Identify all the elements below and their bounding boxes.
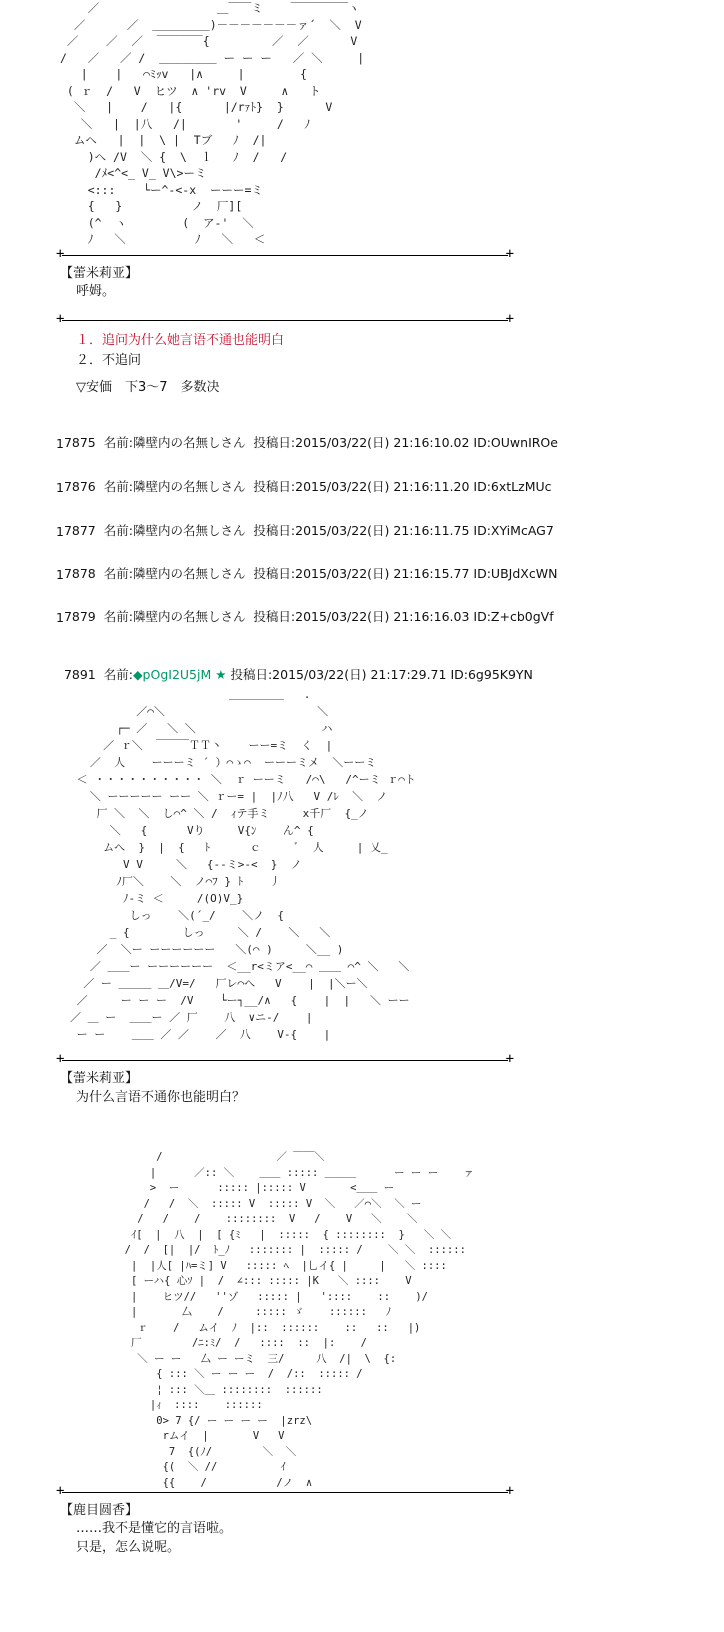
post-body: 1 bbox=[56, 610, 64, 625]
post-header: 7877 名前:隣壁内の名無しさん 投稿日:2015/03/22(日) 21:16:11.75 ID:XYiMcAG7 bbox=[63, 523, 554, 538]
post-body: 1 bbox=[56, 524, 64, 539]
ascii-art-madoka: / ／ ￣￣＼ | ／:: ＼ ＿＿ ::::: ＿＿＿ ー ー ー ァ > ー ::::: |::::: V <＿＿ ー / / ＼ ::::: V ::::: V ＼ ／⌒＼ ＼ ー / / / :::::::: V / V ＼ ＼ ｲ[ | 八 | [ {ﾐ | ::::: { :::::::: } ＼ ＼ / / [| |/ ﾄ_ﾉ ::::::: | ::::: / ＼ ＼ :::::: | |人[ |ﾊ=ミ] V ::::: ﾍ |乚イ{ | | ＼ :::: [ ーハ{ 心ｿ | / ∠::: ::::: |K ＼ :::: V | ヒツ// ''ゾ ::::: | ':::: :: )/ | 厶 / ::::: ゞ :::::: ﾉ ｒ / ムイ ﾉ |:: :::::: :: :: |) 厂 /ﾆ:ﾐ/ / :::: :: |: / ＼ ー ー 厶 ー ーミ 三/ 八 /| \ {: { ::: ＼ ー ー ー / /:: ::::: / ¦ ::: ＼＿ :::::::: :::::: |ｨ :::: :::::: 0> 7 {/ ー ー ー ー |zrz\ rムイ | V V 7 {(ﾉ/ ＼ ＼ {( ＼ // ｲ {{ / /ノ ∧ bbox=[124, 1151, 475, 1489]
dialogue-line: 只是，怎么说呢。 bbox=[76, 1540, 181, 1555]
choice-1: １．追问为什么她言语不通也能明白 bbox=[76, 333, 285, 348]
ascii-art-remilia-1: ／ ＿￣￣ミ ￣￣￣￣￣ヽ ／ ／ ＿＿＿＿＿)－－－－－－－ァ´ ＼ V ／ ／ ／ ￣￣￣￣{ ／ ／ V / ／ ／ / ＿＿＿＿＿ ー ー ー ／ ＼ | | | ⌒ﾐｯv |∧ | { ( ｒ / V ヒツ ∧ 'rv V ∧ ト ＼ | / |{ |/rｧﾄ} } V ＼ | |八 /| ' / ﾉ ムへ | | \ | Tブ ﾉ /| )へ /V ＼ { \ ｌ ﾉ / / /ﾒ<^<_ V_ V\>ーミ <::: └ー^-<-x ーーー=ミ { } ノ 厂][ (^ ヽ ( ア-' ＼ ﾉ ＼ ﾉ ＼ ＜ bbox=[60, 1, 365, 246]
speaker-madoka: 【鹿目圆香】 bbox=[60, 1503, 139, 1518]
dialogue-line: ……我不是懂它的言语啦。 bbox=[76, 1521, 233, 1536]
separator: + + bbox=[56, 311, 514, 327]
post-header: 7876 名前:隣壁内の名無しさん 投稿日:2015/03/22(日) 21:16:11.20 ID:6xtLzMUc bbox=[63, 479, 552, 494]
separator: + + bbox=[56, 1051, 514, 1067]
speaker-remilia: 【蕾米莉亚】 bbox=[60, 266, 139, 281]
choice-2: ２．不追问 bbox=[76, 353, 142, 368]
dialogue-line: 为什么言语不通你也能明白？ bbox=[76, 1090, 246, 1105]
post-header: 7875 名前:隣壁内の名無しさん 投稿日:2015/03/22(日) 21:16:10.02 ID:OUwnIROe bbox=[63, 435, 558, 450]
op-post-header: 7891 名前:◆pOgI2U5jM ★ 投稿日:2015/03/22(日) 21:17:29.71 ID:6g95K9YN bbox=[63, 667, 533, 682]
tripcode: ◆pOgI2U5jM bbox=[132, 667, 212, 682]
speaker-remilia: 【蕾米莉亚】 bbox=[60, 1071, 139, 1086]
separator: + + bbox=[56, 1483, 514, 1499]
post-body: 1 bbox=[56, 567, 64, 582]
post-header: 7878 名前:隣壁内の名無しさん 投稿日:2015/03/22(日) 21:16:15.77 ID:UBJdXcWN bbox=[63, 566, 558, 581]
post-body: 1 bbox=[56, 480, 64, 495]
vote-instructions: ▽安価 下3～7 多数决 bbox=[76, 380, 220, 395]
post-header: 7879 名前:隣壁内の名無しさん 投稿日:2015/03/22(日) 21:16:16.03 ID:Z+cb0gVf bbox=[63, 609, 554, 624]
star-icon: ★ bbox=[215, 667, 227, 682]
ascii-art-remilia-2: ＿＿＿＿＿ . ／⌒＼ ＼ ┌─ ／ ＼ ＼ ハ ／ ｒ＼ ￣￣￣ＴＴ丶 ーー=ミ く | ／ 人 ーーーミ ´ ）⌒ゝ⌒ ーーーミメ ＼ーーミ ＜ ・・・・・・・・・・ ＼ ｒ ーーミ /⌒\ /^ーミ ｒ⌒ト ＼ ーーーーー ーー ＼ ｒー= | |ﾉ八 V /ﾚ ＼ ノ 厂 ＼ ＼ し⌒^ ＼ / ｨテ手ミ x千厂 {_ノ ＼ { Vり V{ﾝ ん^ { ムへ } | { ﾄ ｃ ﾞ 人 | 乂_ V V ＼ {--ミ>-< } ノ ﾉ厂＼ ＼ ノ⌒ﾌ } ﾄ 丿 ﾉ-ミ ＜ /(O)V_} しっ ＼(´_/ ＼ノ { _ { しっ ＼ / ＼ ＼ ／ ＼ー ーーーーーー ＼(⌒ ) ＼__ ) ／ ＿＿ー ーーーーーー ＜__r<ミア<__⌒ ＿＿ ⌒^ ＼ ＼ ／ ー ＿＿＿ ＿/V=/ 厂レ⌒へ V | |＼ー＼ ／ ー ー ー /V └ー┐__/∧ { | | ＼ ーー ／ ＿ ー ＿＿ー ／ 厂 八 ∨ニ-/ | ー ー ＿＿ ／ ／ ／ 八 V-{ | bbox=[70, 688, 416, 1041]
separator: + + bbox=[56, 246, 514, 262]
post-body: 1 bbox=[56, 436, 64, 451]
dialogue-line: 呼姆。 bbox=[76, 284, 116, 299]
